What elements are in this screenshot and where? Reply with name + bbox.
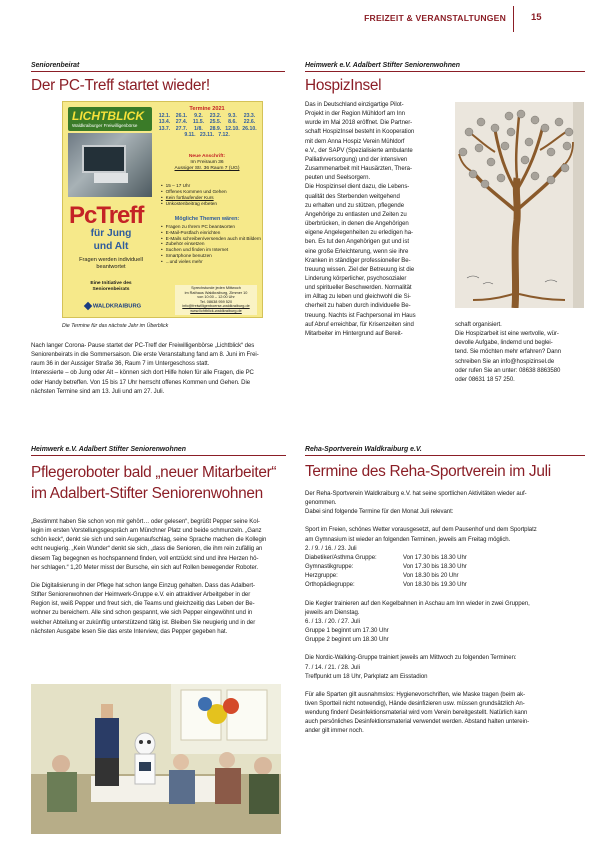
group-name: Diabetiker/Asthma Gruppe: [305,554,377,561]
body-line: Dabei sind folgende Termine für den Monat Juli relevant: [305,509,454,516]
body-line: Die Nordic-Walking-Gruppe trainiert jeweils am Mittwoch zu folgenden Terminen: [305,655,517,662]
body-line: 6. / 13. / 20. / 27. Juli [305,618,360,625]
page-header [0,0,598,42]
flyer-topics-title: Mögliche Themen wären: [174,216,240,222]
body-line: ander gilt immer noch. [305,728,364,735]
kicker-divider [305,71,585,72]
body-line: echt neugierig. „Kein Wunder“ denkt sie sich, „dass die Senioren, die ihm rein zufällig an [31,546,263,553]
group-name: Herzgruppe: [305,573,338,580]
flyer-caption: Die Termine für das nächste Jahr im Überblick [62,323,169,329]
robot-scene [31,684,281,834]
body-line: legin im ersten Vorstellungsgespräch am Münchner Platz und beide schmunzeln. „Ganz [31,528,262,535]
flyer-date: 23.11. [199,132,215,139]
flyer-date: 13.4. [158,119,171,126]
flyer-date: 28.9. [209,125,222,132]
pc-treff-flyer [62,101,263,318]
tree-drawing [455,102,584,308]
body-line: schaft organisiert. [455,322,502,328]
kicker-divider [305,455,585,456]
header-divider [513,6,514,32]
page-number: 15 [531,12,542,23]
body-line: treuung wissen. Ziel der Betreuung ist die [305,266,415,273]
body-line: Sport im Freien, schönes Wetter vorausgesetzt, auf dem Pausenhof und dem Sportplatz [305,527,537,534]
body-line: Region ist, weiß Pepper und freut sich, die Teams und gleichzeitig das Leben der Be- [31,601,255,608]
flyer-date: 23.2. [209,112,222,119]
body-line: welcher Abteilung er zukünftig unterstützend tätig ist. Bleiben Sie neugierig und in der [31,619,256,626]
body-line: ben. Es tut den Angehörigen gut und ist [305,239,409,246]
body-line: Die Kegler trainieren auf den Kegelbahnen in Aschau am Inn wieder in zwei Gruppen, [305,600,530,607]
flyer-date: 13.7. [158,125,171,132]
flyer-date: 26.10. [242,125,257,132]
initiative-text: Eine Initiative des Seniorenbeirats [90,281,132,292]
body-line: auf Abruf erreichbar, für Krisenzeiten sind [305,321,414,328]
body-line: „Bestimmt haben Sie schon von mir gehört… oder gelesen“, begrüßt Pepper seine Kol- [31,519,260,525]
article-pc-treff [31,62,285,95]
group-time: Von 17.30 bis 18.30 Uhr [403,554,467,561]
body-line: Die Digitalisierung in der Pflege hat schon lange Einzug gehalten. Dass das Adalbert- [31,582,255,589]
body-line: genommen. [305,500,337,507]
hospiz-body [305,101,444,339]
body-line: treuung. Nachts ist Fachpersonal im Haus [305,312,416,319]
body-line: nächsten Ausgabe lesen Sie das erste Interview, das Pepper gegeben hat. [31,628,228,635]
body-line: tend. Sie möchten mehr erfahren? Dann [455,349,562,356]
body-line: Kranken in ständiger professioneller Be- [305,257,411,264]
kicker-divider [31,455,286,456]
body-line: tiven Sportteil nicht notwendig), Hände desinfizieren usw. müssen grundsätzlich An- [305,700,525,707]
body-line: und spiritueller Beschwerden. Normalität [305,285,412,292]
article-hospiz [305,62,585,95]
body-line: mit dem Anna Hospiz Verein Mühldorf [305,138,405,145]
group-name: Gymnastikgruppe: [305,564,354,571]
body-line: oder 08631 18 57 250. [455,376,515,383]
article-title: Termine des Reha-Sportverein im Juli [305,463,551,480]
flyer-date: 9.3. [228,112,237,119]
body-line: jeweils am Dienstag. [305,609,360,616]
body-line: Die Hospizinsel dient dazu, die Lebens- [305,184,410,191]
article-robot [31,446,286,504]
pc-treff-body: Nach langer Corona- Pause startet der PC-Treff der Freiwilligenbörse „Lichtblick“ des Seniorenbeirats in die Sommersaison. Die erste Veranstaltung fand am 8. Juni im Frei- raum 36 in der Aussiger Straße 36, Raum 7 im Untergeschoss statt. Interessierte – ob Jung oder Alt – können sich dort Hilfe holen für alle Fragen, die PC oder Handy betreffen. Von 15 bis 17 Uhr herrscht offenes Kommen und Gehen. Die nächsten Termine sind am 13. Juli und am 27. Juli. [31,343,259,395]
flyer-date: 7.12. [218,132,230,139]
body-line: Mitarbeiter im Hintergrund auf Bereit- [305,330,403,337]
body-line: Angehörige zu entlasten und Zeiten zu [305,211,407,218]
flyer-topics-list: • Fragen zu Ihrem PC beantworten • E-Mail-Postfach einrichten • E-Mails schreiben/versenden auch mit Bildern • Zubehör einsetzen • Suchen und finden im Internet • Smartphone benutzen • ...und vieles mehr [161,224,261,264]
body-line: Palliativversorgung) und der intensiven [305,156,408,163]
body-line: im Alltag zu leben und gleichwohl die Si- [305,294,411,301]
hospiz-body-side [455,321,585,385]
article-title: Der PC-Treff startet wieder! [31,77,210,94]
article-kicker: Seniorenbeirat [31,62,80,69]
body-line: oder rufen Sie an unter: 08638 8863580 [455,367,561,374]
logo-subtitle: Waldkraiburger Freiwilligenbörse [72,123,138,128]
body-line: wurde im Mai 2018 eröffnet. Die Partner- [305,120,413,127]
flyer-date: 1/8. [194,125,203,132]
body-line: schön keck“, denkt sie sich und sein Augenaufschlag, seine Sprache machen die Kollegin [31,537,267,544]
flyer-date: 9.11. [184,132,196,139]
reha-group-table [305,554,587,591]
body-line: am Gymnasium ist wieder an folgenden Terminen, jeweils am Freitag möglich. [305,536,511,543]
questions-text: Fragen werden individuell beantwortet [79,257,143,270]
body-line: Die Hospizarbeit ist eine wertvolle, wür- [455,331,559,338]
pctreff-brand: PcTreff [69,202,144,229]
reha-body [305,490,587,737]
body-line: wohner zu bereichern. Alle sind schon gespannt, wie sich Pepper eingewöhnt und in [31,610,253,617]
flyer-date: 23.3. [243,112,256,119]
body-line: Zusammenarbeit mit Hausärzten, Thera- [305,166,412,173]
flyer-date: 9.2. [194,112,203,119]
waldkraiburg-logo: WALDKRAIBURG [83,303,143,313]
body-line: wendung finden! Desinfektionsmaterial wird vom Verein bereitgestellt. Natürlich kann [305,710,528,717]
logo-text: LICHTBLICK [72,109,144,123]
body-line: überbrücken, in denen die Angehörigen [305,221,409,228]
body-line: cherheit zu haben durch individuelle Be- [305,303,411,310]
body-line: devolle Aufgabe, lindernd und beglei- [455,340,553,347]
flyer-date: 12.1. [158,112,171,119]
flyer-date: 27.7. [175,125,188,132]
body-line: Für alle Sparten gilt ausnahmslos: Hygienevorschriften, wie Maske tragen (beim ak- [305,691,526,698]
flyer-dates: Termine 2021 12.1. 26.1. 9.2. 23.2. 9.3. 23.3.13.4. 27.4. 11.5. 25.5. 8.6. 22.6.13.7. 27.7. 1/8. 28.9. 12.10. 26.10.9.11. 23.11. 7.12. [155,106,259,139]
flyer-date: 8.6. [228,119,237,126]
pepper-robot-photo [31,684,281,834]
group-time: Von 17.30 bis 18.30 Uhr [403,564,467,571]
body-line: diesem Tag begegnen es hochspannend finden, voll entzückt sind und ihre Herzen hö- [31,555,259,562]
lichtblick-logo [68,107,152,131]
body-line: 2. / 9. / 16. / 23. Juli [305,545,357,552]
robot-body [31,518,291,637]
article-kicker: Heimwerk e.V. Adalbert Stifter Seniorenwohnen [305,62,460,69]
article-kicker: Heimwerk e.V. Adalbert Stifter Seniorenwohnen [31,446,186,453]
body-line: Gruppe 2 beginnt um 18.30 Uhr [305,637,389,644]
article-title: HospizInsel [305,77,382,94]
body-line: eigene Angelegenheiten zu erledigen ha- [305,230,413,237]
flyer-address: Neue Anschrift: Im Freiraum 36 Aussiger Str. 36 Raum 7 (UG) [174,154,240,172]
body-line: Linderung körperlicher, psychosozialer [305,275,407,282]
flyer-date: 22.6. [243,119,256,126]
body-line: zu erhalten und zu stützen, pflegende [305,202,405,209]
city-mark-icon [84,302,92,310]
article-reha [305,446,585,481]
group-name: Orthopädiegruppe: [305,582,355,589]
kicker-divider [31,71,285,72]
body-line: e.V., der SAPV (Spezialisierte ambulante [305,147,413,154]
flyer-date: 27.4. [175,119,188,126]
body-line: Das in Deutschland einzigartige Pilot- [305,102,404,108]
memory-tree-photo [455,102,584,308]
body-line: auch persönliches Desinfektionsmaterial verwendet werden. Abstand halten unterein- [305,719,530,726]
article-title: Pflegeroboter bald „neuer Mitarbeiter“ im Adalbert-Stifter Seniorenwohnen [31,464,277,502]
body-line: Der Reha-Sportverein Waldkraiburg e.V. hat seine sportlichen Aktivitäten wieder auf- [305,491,527,497]
body-line: eine große Erleichterung, wenn sie ihre [305,248,409,255]
body-line: Treffpunkt um 18 Uhr, Parkplatz am Eisstadion [305,673,428,680]
flyer-date: 12.10. [225,125,240,132]
flyer-date: 26.1. [175,112,188,119]
body-line: 7. / 14. / 21. / 28. Juli [305,664,360,671]
body-line: her schlagen.“ 1,20 Meter misst der Bursche, ein sich auf Rollen bewegender Roboter. [31,564,259,571]
laptop-photo [68,133,152,197]
body-line: schreiben Sie an info@hospizinsel.de [455,358,555,365]
audience-text: für Jung und Alt [90,228,132,252]
body-line: Projekt in der Region Mühldorf am Inn [305,111,405,118]
flyer-contact: Sprechstunde jeden Mittwoch im Rathaus Waldkraiburg, Zimmer 10 von 10:00 – 12:00 Uhr Tel. 08638 959 520 info@freiwilligenboerse-waldkraiburg.de www.lichtblick-waldkraiburg.de [175,285,257,315]
group-time: Von 18.30 bis 19.30 Uhr [403,582,467,589]
body-line: qualität des Sterbenden weitgehend [305,193,400,200]
flyer-date: 25.5. [209,119,222,126]
flyer-date: 11.5. [192,119,205,126]
body-line: Gruppe 1 beginnt um 17.30 Uhr [305,628,389,635]
flyer-info-list: • 15 – 17 Uhr • Offenes Kommen und Gehen • Kein fortlaufender Kurs • Unkostenbeitrag erbeten [161,183,261,207]
section-title: FREIZEIT & VERANSTALTUNGEN [364,13,506,23]
body-line: peuten und Seelsorgern. [305,175,371,182]
group-time: Von 18.30 bis 20 Uhr [403,573,459,580]
article-kicker: Reha-Sportverein Waldkraiburg e.V. [305,446,422,453]
body-line: schaft HospizInsel besteht in Kooperation [305,129,415,136]
body-line: Stifter Seniorenwohnen der Heimwerk-Gruppe e.V. ein attraktiver Arbeitgeber in der [31,592,251,599]
